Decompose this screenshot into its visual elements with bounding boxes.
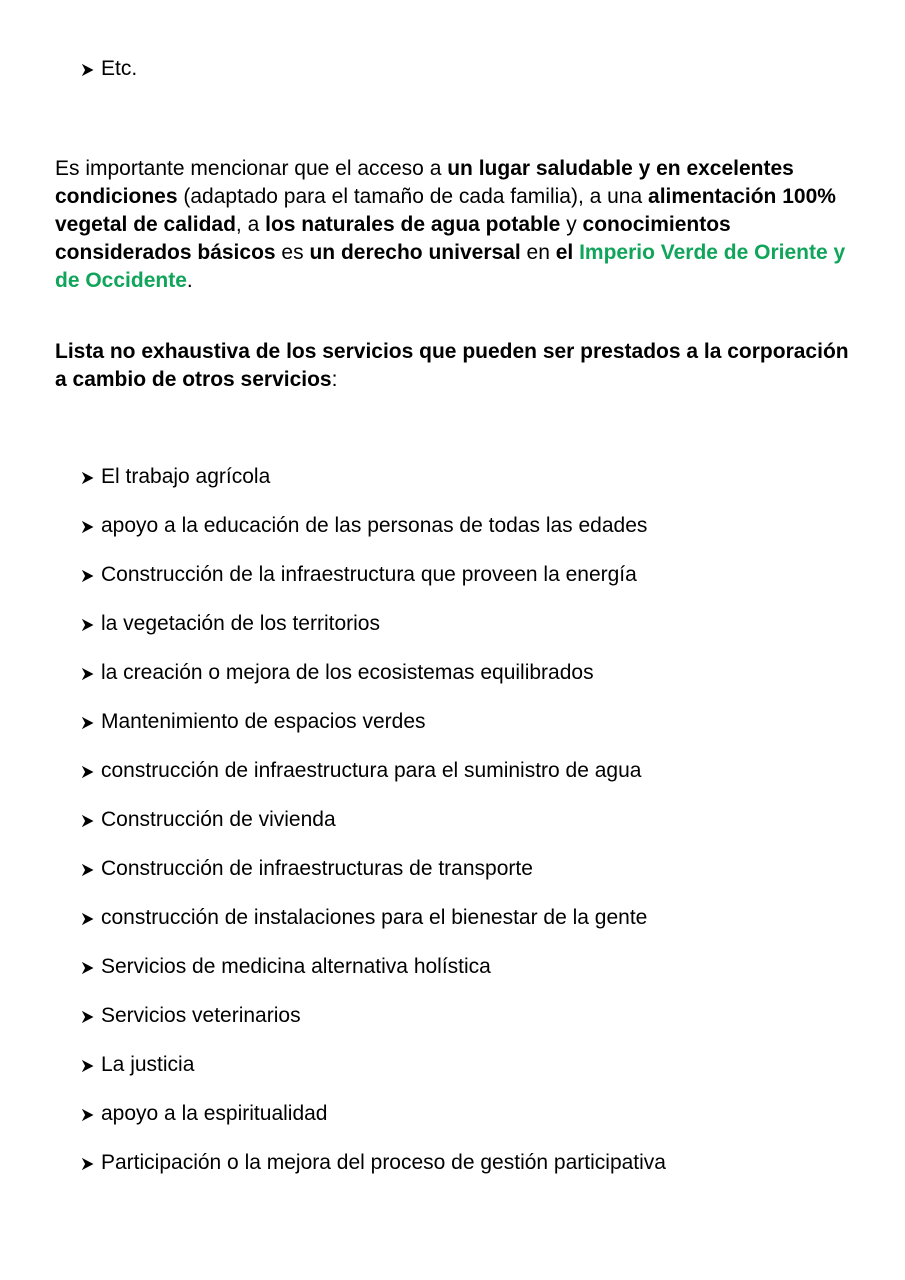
arrowhead-bullet-icon	[81, 62, 101, 79]
arrowhead-bullet-icon	[81, 960, 101, 977]
paragraph-segment-plain: y	[560, 213, 583, 236]
list-item-label: la vegetación de los territorios	[101, 612, 380, 635]
list-item	[81, 55, 137, 83]
list-item	[81, 1003, 861, 1052]
paragraph-segment-plain: .	[186, 269, 193, 292]
paragraph-segment-plain: es	[275, 241, 310, 264]
section-heading-colon: :	[331, 368, 338, 391]
paragraph-segment-bold: alimentación 100% vegetal de calidad	[55, 185, 836, 236]
list-item-label: apoyo a la espiritualidad	[101, 1102, 328, 1125]
list-item	[81, 1101, 861, 1150]
list-item-label: construcción de infraestructura para el suministro de agua	[101, 759, 642, 782]
list-item	[81, 660, 861, 709]
list-item-label: Construcción de infraestructuras de transporte	[101, 857, 533, 880]
arrowhead-bullet-icon	[81, 617, 101, 634]
arrowhead-bullet-icon	[81, 764, 101, 781]
arrowhead-bullet-icon	[81, 1009, 101, 1026]
paragraph-segment-plain: en	[520, 241, 556, 264]
arrowhead-bullet-icon	[81, 666, 101, 683]
paragraph-segment-plain: Es importante mencionar que el acceso a	[55, 157, 448, 180]
list-item-label: Mantenimiento de espacios verdes	[101, 710, 426, 733]
section-heading	[55, 338, 865, 394]
list-item-label: El trabajo agrícola	[101, 465, 271, 488]
list-item	[81, 513, 861, 562]
paragraph-segment-bold: los naturales de agua potable	[265, 213, 561, 236]
list-item	[81, 562, 861, 611]
list-item	[81, 856, 861, 905]
paragraph-segment-bold: un derecho universal	[309, 241, 521, 264]
list-item	[81, 954, 861, 1003]
list-item	[81, 758, 861, 807]
list-item-label: la creación o mejora de los ecosistemas equilibrados	[101, 661, 594, 684]
arrowhead-bullet-icon	[81, 1058, 101, 1075]
list-item-label: Servicios de medicina alternativa holística	[101, 955, 491, 978]
paragraph-segment-plain: (adaptado para el tamaño de cada familia), a una	[177, 185, 649, 208]
paragraph-segment-bold: un lugar saludable y en excelentes condiciones	[55, 157, 794, 208]
list-item	[81, 1052, 861, 1101]
services-list	[81, 464, 861, 1199]
paragraph-segment-plain: , a	[235, 213, 266, 236]
arrowhead-bullet-icon	[81, 911, 101, 928]
list-item	[81, 905, 861, 954]
arrowhead-bullet-icon	[81, 470, 101, 487]
list-item-label: La justicia	[101, 1053, 195, 1076]
list-item-label: Construcción de vivienda	[101, 808, 336, 831]
list-item	[81, 464, 861, 513]
arrowhead-bullet-icon	[81, 1107, 101, 1124]
arrowhead-bullet-icon	[81, 1156, 101, 1173]
list-item-label: apoyo a la educación de las personas de todas las edades	[101, 514, 648, 537]
arrowhead-bullet-icon	[81, 715, 101, 732]
arrowhead-bullet-icon	[81, 813, 101, 830]
list-item-label: construcción de instalaciones para el bienestar de la gente	[101, 906, 648, 929]
list-item-label: Servicios veterinarios	[101, 1004, 301, 1027]
list-item	[81, 1150, 861, 1199]
arrowhead-bullet-icon	[81, 568, 101, 585]
list-item-label: Participación o la mejora del proceso de gestión participativa	[101, 1151, 666, 1174]
list-item-label: Etc.	[101, 57, 138, 80]
paragraph-segment-bold: el	[555, 241, 580, 264]
list-item	[81, 807, 861, 856]
arrowhead-bullet-icon	[81, 519, 101, 536]
list-item	[81, 611, 861, 660]
intro-paragraph	[55, 155, 855, 295]
section-heading-text: Lista no exhaustiva de los servicios que pueden ser prestados a la corporación a cambio de otros servicios	[55, 340, 849, 391]
accent-phrase-imperio-verde: Imperio Verde de Oriente y de Occidente	[55, 241, 846, 292]
list-item-label: Construcción de la infraestructura que proveen la energía	[101, 563, 637, 586]
arrowhead-bullet-icon	[81, 862, 101, 879]
list-item	[81, 709, 861, 758]
paragraph-segment-bold: conocimientos considerados básicos	[55, 213, 731, 264]
